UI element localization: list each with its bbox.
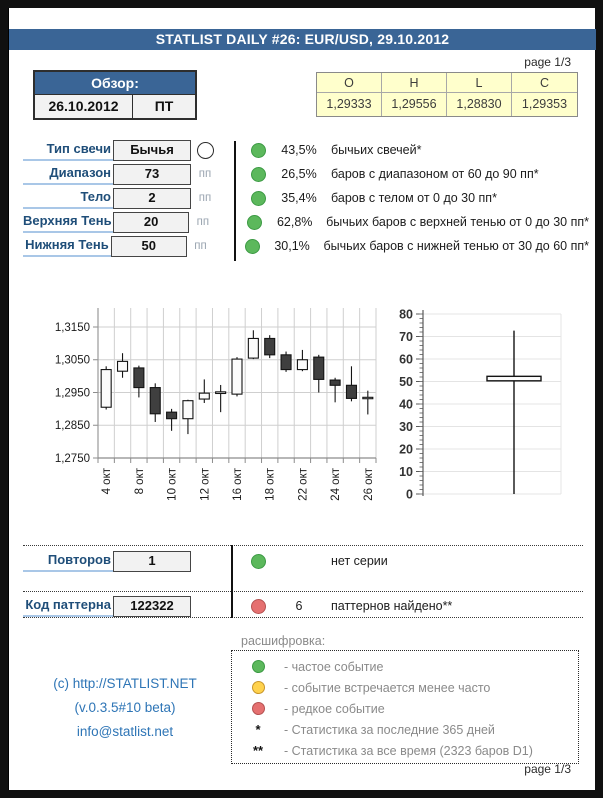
double-asterisk-icon: ** [252, 743, 264, 758]
ohlc-value-open: 1,29333 [317, 93, 382, 116]
svg-text:1,3150: 1,3150 [54, 321, 90, 334]
svg-text:0: 0 [406, 487, 413, 502]
stat-percent: 62,8% [276, 215, 313, 229]
stat-description: бычьих баров с верхней тенью от 0 до 30 пп* [326, 215, 589, 229]
dotted-separator [23, 545, 583, 546]
svg-text:70: 70 [399, 330, 413, 344]
stat-row-lower-shadow [23, 234, 589, 258]
stat-value-box: 20 [113, 212, 189, 233]
svg-text:50: 50 [399, 375, 413, 389]
stat-row-range [23, 162, 589, 186]
svg-text:80: 80 [399, 307, 413, 322]
stat-description: бычьих баров с нижней тенью от 30 до 60 пп* [323, 239, 589, 253]
stat-label: Тип свечи [23, 139, 113, 161]
svg-text:1,3050: 1,3050 [54, 354, 90, 367]
stat-row-body [23, 186, 589, 210]
red-dot-icon [252, 702, 265, 715]
stat-percent: 43,5% [281, 143, 317, 157]
legend-item-less-frequent [232, 677, 578, 698]
overview-header: Обзор: [35, 72, 195, 95]
stat-label: Код паттерна [23, 595, 113, 617]
stat-value-box: Бычья [113, 140, 191, 161]
ohlc-header-high: H [382, 73, 447, 93]
stat-percent: 30,1% [274, 239, 310, 253]
ohlc-header-open: O [317, 73, 382, 93]
yellow-dot-icon [252, 681, 265, 694]
pattern-row-repeats [23, 549, 589, 573]
legend-text: - частое событие [284, 659, 384, 674]
stat-value-box: 50 [111, 236, 187, 257]
stat-value-box: 73 [113, 164, 191, 185]
overview-row [35, 95, 195, 118]
stat-value-box: 2 [113, 188, 191, 209]
legend-item-365-days [232, 719, 578, 740]
stat-unit: пп [194, 240, 207, 252]
page-indicator-top: page 1/3 [524, 55, 571, 69]
svg-text:40: 40 [399, 397, 413, 412]
svg-text:26 окт: 26 окт [362, 468, 375, 501]
stat-percent: 26,5% [281, 167, 317, 181]
frequency-indicator-icon [245, 239, 260, 254]
svg-text:30: 30 [399, 420, 413, 434]
legend-item-all-time [232, 740, 578, 761]
ohlc-table [316, 72, 578, 117]
legend-item-frequent [232, 656, 578, 677]
ohlc-value-row [317, 93, 577, 116]
stat-row-candle-type [23, 138, 589, 162]
report-page [8, 8, 595, 790]
green-dot-icon [252, 660, 265, 673]
frequency-indicator-icon [251, 554, 266, 569]
ohlc-value-low: 1,28830 [447, 93, 512, 116]
site-link[interactable]: (c) http://STATLIST.NET [53, 676, 197, 691]
svg-text:12 окт: 12 окт [199, 468, 212, 501]
legend-item-rare [232, 698, 578, 719]
stat-value-box: 1 [113, 551, 191, 572]
pattern-description: паттернов найдено** [331, 599, 453, 613]
svg-text:1,2950: 1,2950 [54, 387, 90, 400]
frequency-indicator-icon [251, 143, 266, 158]
svg-text:20: 20 [399, 442, 413, 457]
legend-text: - редкое событие [284, 701, 385, 716]
stat-label: Верхняя Тень [23, 211, 113, 233]
stat-unit: пп [198, 168, 212, 180]
stat-percent: 35,4% [281, 191, 317, 205]
stat-description: баров с диапазоном от 60 до 90 пп* [331, 167, 539, 181]
legend-box [231, 650, 579, 764]
legend-title: расшифровка: [241, 634, 326, 648]
svg-text:1,2750: 1,2750 [54, 453, 90, 465]
pattern-row-code [23, 594, 589, 618]
candle-color-circle [191, 142, 219, 159]
legend-text: - событие встречается менее часто [284, 680, 491, 695]
overview-date: 26.10.2012 [35, 95, 133, 118]
email-link[interactable]: info@statlist.net [76, 724, 174, 739]
pattern-description: нет серии [331, 554, 388, 568]
page-indicator-bottom: page 1/3 [524, 762, 571, 776]
frequency-indicator-icon [251, 599, 266, 614]
stat-row-upper-shadow [23, 210, 589, 234]
svg-text:22 окт: 22 окт [297, 468, 310, 501]
asterisk-icon: * [255, 722, 261, 737]
stat-unit: пп [196, 216, 210, 228]
stat-label: Тело [23, 187, 113, 209]
frequency-indicator-icon [247, 215, 262, 230]
stat-unit: пп [198, 192, 212, 204]
divider-line [234, 141, 236, 261]
svg-text:18 окт: 18 окт [264, 468, 277, 501]
svg-text:10 окт: 10 окт [166, 468, 179, 501]
pattern-count: 6 [295, 599, 303, 613]
stat-description: баров с телом от 0 до 30 пп* [331, 191, 497, 205]
legend-text: - Статистика за последние 365 дней [284, 722, 495, 737]
candlestick-chart [45, 300, 397, 518]
footer-credits [27, 676, 223, 748]
frequency-indicator-icon [251, 167, 266, 182]
ohlc-value-high: 1,29556 [382, 93, 447, 116]
stat-value-box: 122322 [113, 596, 191, 617]
dotted-separator [23, 591, 583, 592]
report-title: STATLIST DAILY #26: EUR/USD, 29.10.2012 [9, 29, 596, 50]
legend-text: - Статистика за все время (2323 баров D1) [284, 743, 533, 758]
stat-description: бычьих свечей* [331, 143, 422, 157]
frequency-indicator-icon [251, 191, 266, 206]
svg-text:4 окт: 4 окт [101, 468, 114, 495]
svg-text:10: 10 [399, 465, 413, 479]
ohlc-value-close: 1,29353 [521, 97, 568, 111]
ohlc-header-row [317, 73, 577, 93]
stat-label: Нижняя Тень [23, 235, 111, 257]
current-bar-chart [397, 300, 579, 518]
stat-label: Диапазон [23, 163, 113, 185]
svg-text:60: 60 [399, 352, 413, 367]
svg-text:16 окт: 16 окт [232, 468, 244, 501]
svg-text:24 окт: 24 окт [330, 468, 343, 501]
svg-text:1,2850: 1,2850 [54, 420, 90, 433]
overview-weekday: ПТ [154, 98, 174, 114]
ohlc-header-low: L [447, 73, 512, 93]
svg-text:8 окт: 8 окт [133, 468, 146, 495]
stat-label: Повторов [23, 550, 113, 572]
overview-table [33, 70, 197, 120]
ohlc-header-close: C [512, 73, 577, 93]
version-label: (v.0.3.5#10 beta) [74, 700, 176, 715]
